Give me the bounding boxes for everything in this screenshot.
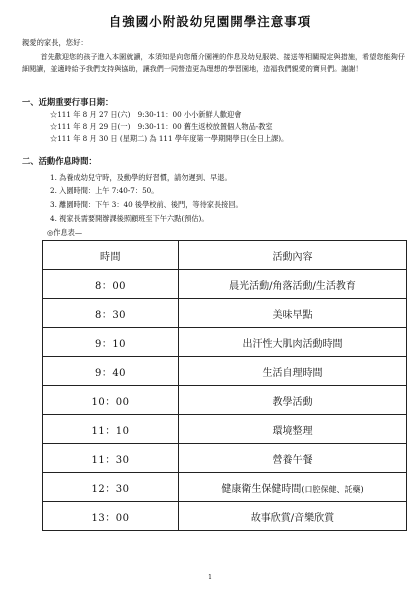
- activity-cell: 晨光活動/角落活動/生活教育: [179, 270, 407, 299]
- time-cell: 9：10: [43, 328, 179, 357]
- header-activity: 活動內容: [179, 241, 407, 270]
- table-row: [43, 270, 407, 299]
- time-cell: 12：30: [43, 473, 179, 502]
- activity-cell: 生活自理時間: [179, 357, 407, 386]
- schedule-caption: ◎作息表—: [47, 228, 83, 237]
- rule-item: 2. 入園時間：上午 7:40-7：50。: [50, 186, 159, 195]
- table-row: [43, 502, 407, 531]
- date-item: ☆111 年 8 月 29 日(一) 9:30-11：00 舊生返校放置個人物品-教室: [50, 122, 273, 131]
- time-cell: 13：00: [43, 502, 179, 531]
- date-item: ☆111 年 8 月 27 日(六) 9:30-11：00 小小新鮮人歡迎會: [50, 110, 242, 119]
- table-row: [43, 473, 407, 502]
- section-heading-dates: 一、近期重要行事日期：: [22, 97, 114, 107]
- activity-cell: 故事欣賞/音樂欣賞: [179, 502, 407, 531]
- activity-cell: 營養午餐: [179, 444, 407, 473]
- greeting: 親愛的家長，您好：: [22, 38, 88, 47]
- time-cell: 8：30: [43, 299, 179, 328]
- time-cell: 8：00: [43, 270, 179, 299]
- time-cell: 10：00: [43, 386, 179, 415]
- table-row: [43, 357, 407, 386]
- schedule-table: [42, 240, 407, 531]
- table-row: [43, 415, 407, 444]
- date-item: ☆111 年 8 月 30 日 (星期二) 為 111 學年度第一學期開學日(全日上課)。: [50, 134, 289, 143]
- section-heading-schedule: 二、活動作息時間：: [22, 156, 97, 166]
- time-cell: 9：40: [43, 357, 179, 386]
- activity-cell: 環境整理: [179, 415, 407, 444]
- rule-item: 3. 離園時間：下午 3：40 後學校前、後門，等待家長接回。: [50, 200, 243, 209]
- rule-item: 4. 視家長需要開辦課後照顧班至下午六點(預估)。: [50, 214, 209, 223]
- table-header-row: [43, 241, 407, 270]
- table-row: [43, 444, 407, 473]
- activity-cell: 美味早點: [179, 299, 407, 328]
- page-number: 1: [208, 574, 212, 581]
- table-row: [43, 386, 407, 415]
- activity-cell: 出汗性大肌肉活動時間: [179, 328, 407, 357]
- rule-item: 1. 為養成幼兒守時，及動學的好習慣，請勿遲到、早退。: [50, 173, 232, 182]
- table-row: [43, 328, 407, 357]
- table-row: [43, 299, 407, 328]
- intro-paragraph: 首先歡迎您的孩子進入本園就讀，本須知是向您簡介園裡的作息及幼兒服裝、接送等相關規定與措施，希望您能夠仔細閱讀，並適時給予我們支持與協助，讓我們一同營造更為理想的學習園地，造福我們親愛的寶貝們。謝謝！: [22, 52, 405, 73]
- activity-cell: [179, 473, 407, 502]
- page-title: 自強國小附設幼兒園開學注意事項: [108, 14, 312, 29]
- time-cell: 11：30: [43, 444, 179, 473]
- time-cell: 11：10: [43, 415, 179, 444]
- header-time: 時間: [43, 241, 179, 270]
- activity-note: (口腔保健、託藥): [301, 484, 364, 494]
- activity-cell: 教學活動: [179, 386, 407, 415]
- activity-text: 健康衛生保健時間: [221, 483, 302, 495]
